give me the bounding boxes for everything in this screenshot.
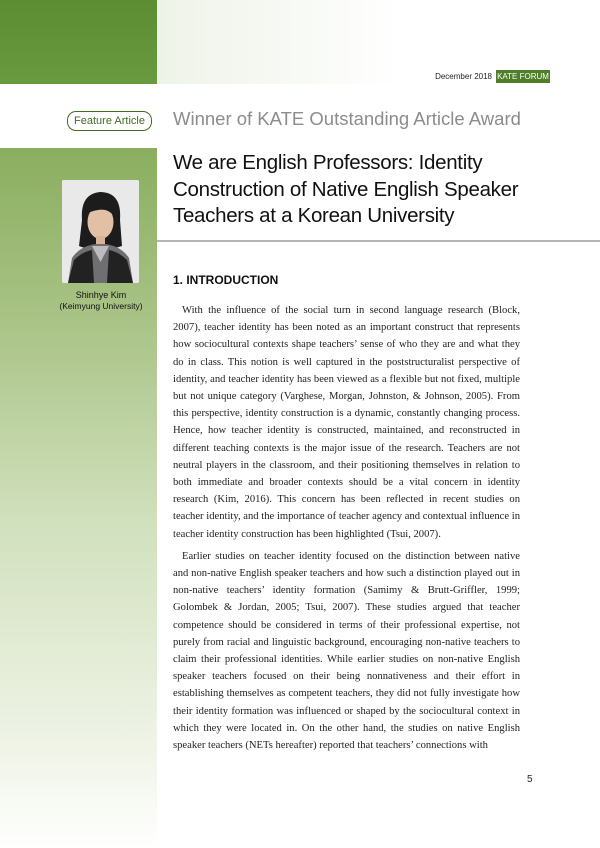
forum-badge: KATE FORUM: [497, 72, 549, 81]
article-title: [173, 150, 573, 230]
page-number: 5: [527, 774, 533, 785]
title-line: Construction of Native English Speaker: [173, 177, 519, 201]
body-paragraph: Earlier studies on teacher identity focused on the distinction between native and non-native English speaker teachers and how such a distinction played out in non-native teachers’ identity formation (Samimy & Brutt-Griffler, 1999; Golombek & Jordan, 2005; Tsui, 2007). These studies argued that teacher competence should be considered in terms of their professional expertise, not purely from racial and linguistic background, encouraging non-native teachers to claim their professional identities. While earlier studies on non-native English speaker teachers focused on their being nonnativeness and their effort in establishing themselves as competent teachers, they did not fully investigate how their identity formation was influenced or shaped by the sociocultural context in which they were located in. On the other hand, the studies on native English speaker teachers (NETs hereafter) reported that teachers’ connections with: [173, 550, 520, 752]
section-heading: 1. INTRODUCTION: [173, 273, 279, 287]
title-divider: [157, 240, 600, 242]
author-name: Shinhye Kim: [75, 290, 127, 300]
author-photo: [62, 180, 139, 283]
author-portrait-image: [62, 180, 139, 283]
feature-article-label: Feature Article: [67, 111, 152, 131]
title-line: We are English Professors: Identity: [173, 151, 483, 174]
body-paragraph: With the influence of the social turn in second language research (Block, 2007), teacher identity has been noted as an important construct that represents how sociocultural contexts shape teachers’ sense of who they are and what they do in class. This notion is well captured in the poststructuralist perspective of identity, and teacher identity has been viewed as a flexible but not fixed, multiple but not unique category (Varghese, Morgan, Johnston, & Johnson, 2005). From this perspective, identity construction is a dynamic, constantly changing process. Hence, how teacher identity is constructed, maintained, and reconstructed in different teaching contexts is the major issue of the research. Teachers are not neutral players in the classroom, and their positioning themselves in relation to both immediate and broader contexts should be a vital concern in identity research (Kim, 2016). This concern has been reflected in recent studies on teacher identity, and the importance of teacher agency and contextual influence in teacher identity construction has been highlighted (Tsui, 2007).: [173, 305, 520, 540]
title-line: Teachers at a Korean University: [173, 204, 455, 227]
author-affiliation: (Keimyung University): [59, 301, 143, 311]
issue-date: December 2018: [435, 72, 492, 81]
article-body: [173, 302, 520, 754]
award-heading: Winner of KATE Outstanding Article Award: [173, 108, 521, 129]
